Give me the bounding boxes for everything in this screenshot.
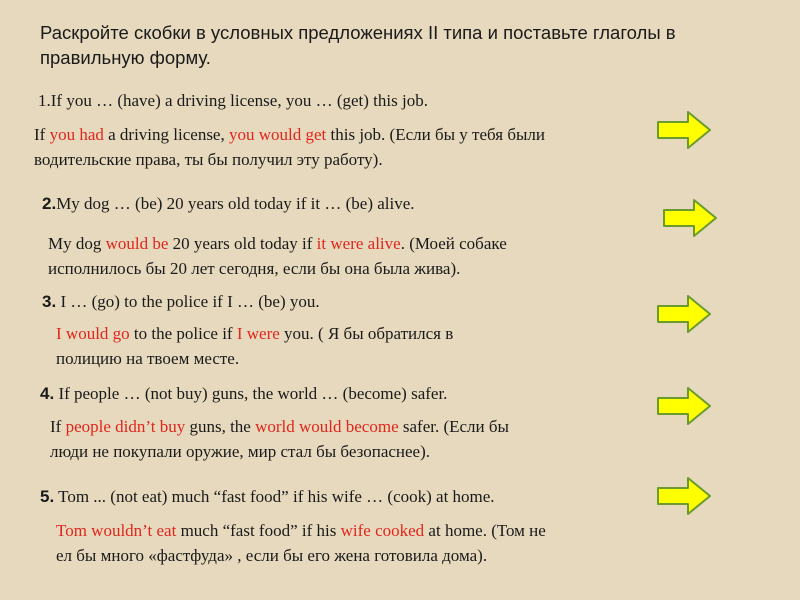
answer-text: much “fast food” if his	[176, 521, 341, 540]
answer-text: My dog	[48, 234, 106, 253]
question-3	[42, 291, 320, 313]
answer-text: . (Моей собаке	[400, 234, 507, 253]
question-1-text: If you … (have) a driving license, you … (get) this job.	[50, 91, 428, 110]
answer-highlight: you had	[49, 125, 104, 144]
question-2	[42, 193, 415, 215]
answer-text: guns, the	[185, 417, 256, 436]
question-5-number: 5.	[40, 487, 55, 506]
question-1	[38, 90, 428, 112]
answer-text: полицию на твоем месте.	[56, 349, 240, 368]
answer-highlight: I were	[236, 324, 280, 343]
answer-highlight: you would get	[228, 125, 327, 144]
answer-text: safer. (Если бы	[398, 417, 509, 436]
answer-text: you. ( Я бы обратился в	[279, 324, 454, 343]
question-1-number: 1.	[38, 91, 51, 110]
answer-2	[48, 231, 507, 281]
answer-highlight: world would become	[255, 417, 399, 436]
answer-highlight: would be	[105, 234, 169, 253]
right-arrow-icon[interactable]	[656, 386, 712, 426]
answer-text: ел бы много «фастфуда» , если бы его жена готовила дома).	[56, 546, 488, 565]
answer-highlight: people didn’t buy	[65, 417, 186, 436]
answer-line	[56, 518, 546, 543]
answer-text: If	[50, 417, 66, 436]
answer-line	[48, 256, 507, 281]
question-4-text: If people … (not buy) guns, the world … (become) safer.	[54, 384, 448, 403]
right-arrow-icon[interactable]	[656, 294, 712, 334]
answer-line	[50, 439, 509, 464]
answer-line	[48, 231, 507, 256]
answer-1	[34, 122, 545, 172]
right-arrow-icon[interactable]	[656, 476, 712, 516]
answer-text: a driving license,	[103, 125, 229, 144]
answer-text: 20 years old today if	[168, 234, 317, 253]
answer-line	[56, 321, 453, 346]
question-5	[40, 486, 495, 508]
answer-text: to the police if	[129, 324, 237, 343]
right-arrow-icon[interactable]	[662, 198, 718, 238]
page-title: Раскройте скобки в условных предложениях II типа и поставьте глаголы в правильную форму.	[40, 22, 676, 68]
answer-line	[34, 147, 545, 172]
answer-line	[50, 414, 509, 439]
question-4-number: 4.	[40, 384, 55, 403]
question-2-number: 2.	[42, 194, 57, 213]
answer-line	[56, 543, 546, 568]
answer-highlight: I would go	[56, 324, 130, 343]
answer-highlight: it were alive	[316, 234, 401, 253]
question-3-text: I … (go) to the police if I … (be) you.	[56, 292, 320, 311]
answer-4	[50, 414, 509, 464]
answer-5	[56, 518, 546, 568]
answer-line	[56, 346, 453, 371]
answer-line	[34, 122, 545, 147]
question-4	[40, 383, 447, 405]
answer-text: If	[34, 125, 50, 144]
answer-text: at home. (Том не	[424, 521, 546, 540]
answer-highlight: Tom wouldn’t eat	[56, 521, 177, 540]
question-3-number: 3.	[42, 292, 57, 311]
answer-text: водительские права, ты бы получил эту работу).	[34, 150, 383, 169]
answer-text: люди не покупали оружие, мир стал бы безопаснее).	[50, 442, 431, 461]
answer-text: this job. (Если бы у тебя были	[326, 125, 545, 144]
answer-highlight: wife cooked	[340, 521, 425, 540]
answer-3	[56, 321, 453, 371]
answer-text: исполнилось бы 20 лет сегодня, если бы она была жива).	[48, 259, 461, 278]
right-arrow-icon[interactable]	[656, 110, 712, 150]
question-2-text: My dog … (be) 20 years old today if it … (be) alive.	[56, 194, 415, 213]
question-5-text: Tom ... (not eat) much “fast food” if his wife … (cook) at home.	[54, 487, 495, 506]
